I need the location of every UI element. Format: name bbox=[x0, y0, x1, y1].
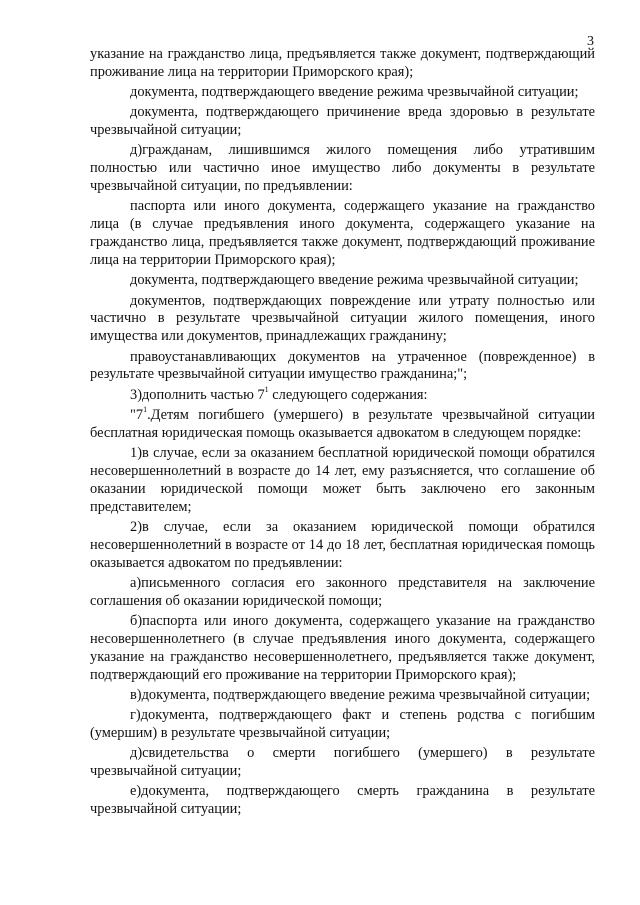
text-run: следующего содержания: bbox=[268, 386, 428, 403]
text-run: .Детям погибшего (умершего) в результате чрезвычайной ситуации бесплатная юридическая помощь оказывается адвокатом в следующем порядке: bbox=[90, 406, 595, 441]
paragraph: документа, подтверждающего причинение вреда здоровью в результате чрезвычайной ситуации; bbox=[90, 104, 595, 139]
paragraph: документа, подтверждающего введение режима чрезвычайной ситуации; bbox=[130, 272, 579, 289]
paragraph: документа, подтверждающего введение режима чрезвычайной ситуации; bbox=[130, 84, 579, 101]
text-run: 3)дополнить частью 7 bbox=[130, 386, 265, 403]
text-run: "7 bbox=[130, 406, 144, 423]
superscript: 1 bbox=[264, 384, 269, 394]
paragraph: 1)в случае, если за оказанием бесплатной юридической помощи обратился несовершеннолетний в возрасте до 14 лет, ему разъясняется, что соглашение об оказании юридической помощи может быть заключено его законным представителем; bbox=[90, 445, 595, 515]
paragraph: правоустанавливающих документов на утраченное (поврежденное) в результате чрезвычайной ситуации имущество гражданина;"; bbox=[90, 348, 595, 383]
paragraph: е)документа, подтверждающего смерть гражданина в результате чрезвычайной ситуации; bbox=[90, 783, 595, 818]
paragraph: документов, подтверждающих повреждение или утрату полностью или частично в результате чрезвычайной ситуации жилого помещения, иного имущества или документов, принадлежащих гражданину; bbox=[90, 292, 595, 345]
paragraph: б)паспорта или иного документа, содержащего указание на гражданство несовершеннолетнего (в случае предъявления иного документа, содержащего указание на гражданство несовершеннолетнего, предъявляется также документ, подтверждающий его проживание на территории Приморского края); bbox=[90, 613, 595, 683]
document-body bbox=[90, 46, 595, 822]
paragraph: в)документа, подтверждающего введение режима чрезвычайной ситуации; bbox=[130, 686, 591, 703]
superscript: 1 bbox=[143, 405, 148, 415]
paragraph: указание на гражданство лица, предъявляется также документ, подтверждающий проживание лица на территории Приморского края); bbox=[90, 46, 595, 80]
paragraph-amendment bbox=[90, 384, 595, 405]
paragraph: д)свидетельства о смерти погибшего (умершего) в результате чрезвычайной ситуации; bbox=[90, 745, 595, 780]
paragraph: д)гражданам, лишившимся жилого помещения либо утратившим полностью или частично иное имущество либо документы в результате чрезвычайной ситуации, по предъявлении: bbox=[90, 142, 595, 195]
page-number: 3 bbox=[587, 34, 594, 49]
paragraph-article bbox=[90, 407, 595, 443]
paragraph: а)письменного согласия его законного представителя на заключение соглашения об оказании юридической помощи; bbox=[90, 574, 595, 609]
paragraph: 2)в случае, если за оказанием юридической помощи обратился несовершеннолетний в возрасте от 14 до 18 лет, бесплатная юридическая помощь оказывается адвокатом по предъявлении: bbox=[90, 518, 595, 571]
paragraph: паспорта или иного документа, содержащего указание на гражданство лица (в случае предъявления иного документа, содержащего указание на гражданство лица, предъявляется также документ, подтверждающий проживание лица на территории Приморского края); bbox=[90, 198, 595, 269]
paragraph: г)документа, подтверждающего факт и степень родства с погибшим (умершим) в результате чрезвычайной ситуации; bbox=[90, 707, 595, 742]
